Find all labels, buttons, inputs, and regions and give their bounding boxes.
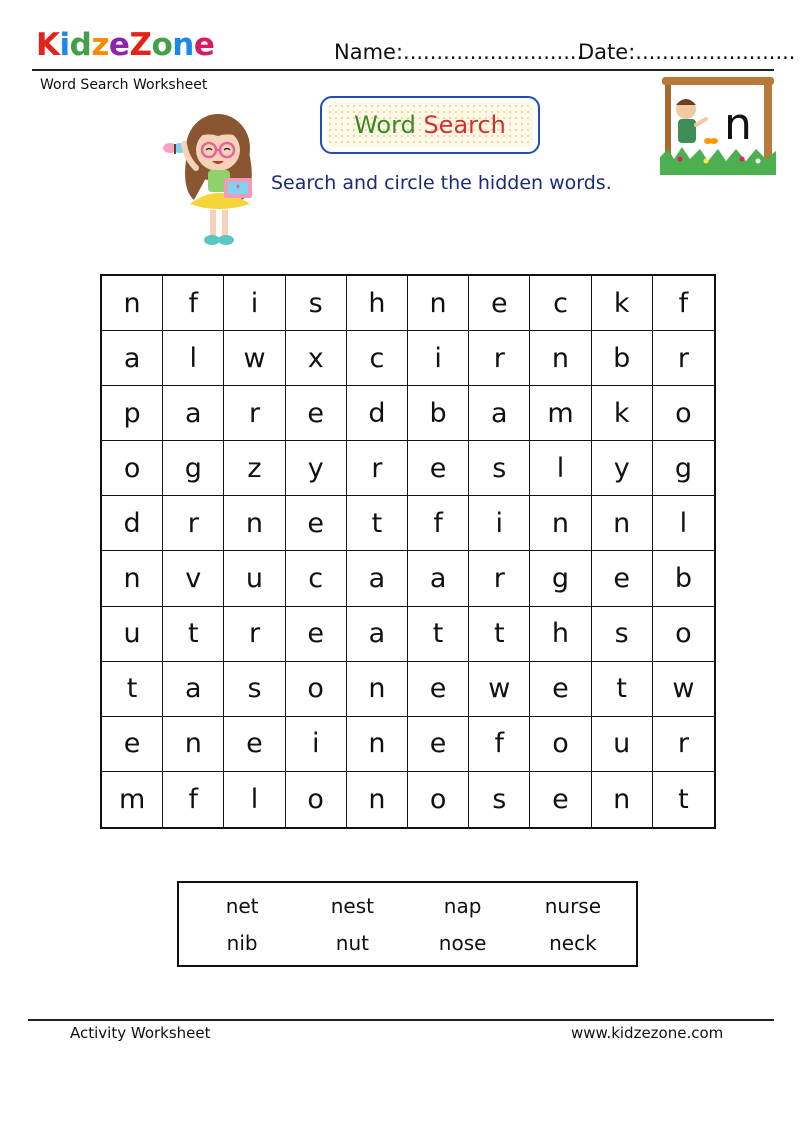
- header-divider: [32, 69, 774, 71]
- title-word-2: Search: [423, 111, 506, 139]
- footer-website[interactable]: www.kidzezone.com: [571, 1024, 724, 1042]
- grid-cell[interactable]: a: [163, 662, 224, 717]
- word-list-item: nap: [443, 893, 482, 918]
- footer-activity-label: Activity Worksheet: [70, 1024, 211, 1042]
- logo-letter: e: [193, 27, 215, 63]
- logo-letter: e: [108, 27, 130, 63]
- grid-cell[interactable]: h: [530, 607, 591, 662]
- grid-cell[interactable]: s: [469, 772, 530, 827]
- grid-cell[interactable]: z: [224, 441, 285, 496]
- word-search-title-box: [320, 96, 540, 154]
- grid-cell[interactable]: e: [224, 717, 285, 772]
- grid-cell[interactable]: f: [469, 717, 530, 772]
- logo-letter: Z: [129, 27, 152, 63]
- grid-cell[interactable]: n: [530, 496, 591, 551]
- grid-cell[interactable]: r: [653, 717, 714, 772]
- word-list-item: nest: [330, 893, 374, 918]
- grid-cell[interactable]: c: [530, 276, 591, 331]
- grid-cell[interactable]: a: [408, 551, 469, 606]
- word-list-item: nib: [226, 930, 258, 955]
- grid-cell[interactable]: n: [530, 331, 591, 386]
- grid-cell[interactable]: k: [592, 276, 653, 331]
- grid-cell[interactable]: g: [163, 441, 224, 496]
- grid-cell[interactable]: t: [678, 783, 689, 815]
- grid-cell[interactable]: w: [469, 662, 530, 717]
- grid-cell[interactable]: b: [408, 386, 469, 441]
- grid-cell[interactable]: i: [286, 717, 347, 772]
- name-field: Name:...........................: [334, 40, 584, 64]
- grid-cell[interactable]: e: [530, 662, 591, 717]
- grid-cell[interactable]: e: [530, 772, 591, 827]
- grid-cell[interactable]: d: [347, 386, 408, 441]
- grid-cell[interactable]: t: [592, 662, 653, 717]
- grid-cell[interactable]: e: [102, 717, 163, 772]
- grid-cell[interactable]: y: [286, 441, 347, 496]
- grid-cell[interactable]: n: [408, 276, 469, 331]
- grid-cell[interactable]: e: [592, 551, 653, 606]
- grid-cell[interactable]: u: [102, 607, 163, 662]
- grid-cell[interactable]: n: [347, 772, 408, 827]
- grid-cell[interactable]: e: [408, 717, 469, 772]
- grid-cell[interactable]: r: [163, 496, 224, 551]
- grid-cell[interactable]: p: [102, 386, 163, 441]
- grid-cell[interactable]: b: [653, 551, 714, 606]
- grid-cell[interactable]: i: [469, 496, 530, 551]
- grid-cell[interactable]: n: [347, 717, 408, 772]
- grid-cell[interactable]: f: [163, 772, 224, 827]
- word-list-item: nose: [438, 930, 487, 955]
- word-list-item: nut: [335, 930, 369, 955]
- logo-letter: z: [91, 27, 109, 63]
- grid-cell[interactable]: g: [653, 441, 714, 496]
- grid-cell[interactable]: o: [653, 386, 714, 441]
- grid-cell[interactable]: r: [653, 331, 714, 386]
- grid-cell[interactable]: x: [286, 331, 347, 386]
- grid-cell[interactable]: i: [408, 331, 469, 386]
- date-field: Date:........................: [578, 40, 796, 64]
- word-list-box: [177, 881, 638, 967]
- grid-cell[interactable]: l: [653, 496, 714, 551]
- grid-cell[interactable]: a: [163, 386, 224, 441]
- grid-cell[interactable]: s: [592, 607, 653, 662]
- grid-cell[interactable]: c: [347, 331, 408, 386]
- grid-cell[interactable]: f: [408, 496, 469, 551]
- grid-cell[interactable]: n: [163, 717, 224, 772]
- title-box-inner: [327, 103, 533, 147]
- grid-cell[interactable]: w: [653, 662, 714, 717]
- grid-cell[interactable]: i: [224, 276, 285, 331]
- word-list-item: net: [225, 893, 259, 918]
- grid-cell[interactable]: n: [102, 551, 163, 606]
- grid-cell[interactable]: s: [286, 276, 347, 331]
- grid-cell[interactable]: t: [408, 607, 469, 662]
- grid-cell[interactable]: n: [224, 496, 285, 551]
- grid-cell[interactable]: n: [102, 276, 163, 331]
- grid-cell[interactable]: k: [592, 386, 653, 441]
- logo-letter: o: [151, 27, 173, 63]
- grid-cell[interactable]: m: [102, 772, 163, 827]
- grid-cell[interactable]: r: [224, 607, 285, 662]
- grid-cell[interactable]: l: [224, 772, 285, 827]
- grid-cell[interactable]: a: [102, 331, 163, 386]
- grid-cell[interactable]: h: [347, 276, 408, 331]
- grid-cell[interactable]: a: [347, 551, 408, 606]
- logo-letter: K: [36, 27, 60, 63]
- grid-cell[interactable]: o: [408, 772, 469, 827]
- grid-cell[interactable]: e: [469, 276, 530, 331]
- grid-cell[interactable]: o: [653, 607, 714, 662]
- grid-cell[interactable]: c: [286, 551, 347, 606]
- grid-cell[interactable]: n: [592, 496, 653, 551]
- title-word-1: Word: [354, 111, 416, 139]
- grid-cell[interactable]: n: [347, 662, 408, 717]
- grid-cell[interactable]: r: [469, 551, 530, 606]
- grid-cell[interactable]: e: [286, 607, 347, 662]
- word-list-item: neck: [549, 930, 597, 955]
- letter-n-badge: [660, 75, 776, 175]
- grid-cell[interactable]: e: [286, 496, 347, 551]
- grid-cell[interactable]: u: [224, 551, 285, 606]
- grid-cell[interactable]: t: [347, 496, 408, 551]
- grid-cell[interactable]: f: [653, 276, 714, 331]
- word-list-item: nurse: [544, 893, 602, 918]
- grid-cell[interactable]: g: [530, 551, 591, 606]
- word-search-grid: [100, 274, 716, 829]
- grid-cell[interactable]: o: [286, 772, 347, 827]
- grid-cell[interactable]: l: [163, 331, 224, 386]
- grid-cell[interactable]: a: [347, 607, 408, 662]
- grid-cell[interactable]: f: [163, 276, 224, 331]
- badge-letter: n: [724, 99, 752, 150]
- kidzezone-logo: [36, 27, 215, 63]
- grid-cell[interactable]: t: [163, 607, 224, 662]
- grid-cell[interactable]: w: [224, 331, 285, 386]
- grid-cell[interactable]: r: [224, 386, 285, 441]
- logo-letter: n: [172, 27, 194, 63]
- logo-letter: d: [69, 27, 92, 63]
- grid-cell[interactable]: o: [102, 441, 163, 496]
- grid-cell[interactable]: a: [469, 386, 530, 441]
- girl-with-laptop-illustration: [160, 108, 270, 250]
- grid-cell[interactable]: o: [286, 662, 347, 717]
- instructions-text: Search and circle the hidden words.: [271, 172, 612, 194]
- grid-cell[interactable]: e: [408, 662, 469, 717]
- grid-cell[interactable]: m: [530, 386, 591, 441]
- grid-cell[interactable]: d: [102, 496, 163, 551]
- grid-cell[interactable]: o: [530, 717, 591, 772]
- grid-cell[interactable]: e: [408, 441, 469, 496]
- grid-cell[interactable]: l: [530, 441, 591, 496]
- footer-divider: [28, 1019, 774, 1021]
- grid-cell[interactable]: t: [469, 607, 530, 662]
- grid-cell[interactable]: v: [163, 551, 224, 606]
- grid-cell[interactable]: t: [102, 662, 163, 717]
- grid-cell[interactable]: s: [224, 662, 285, 717]
- grid-cell[interactable]: u: [592, 717, 653, 772]
- logo-letter: i: [59, 27, 70, 63]
- grid-cell[interactable]: y: [592, 441, 653, 496]
- worksheet-subtitle: Word Search Worksheet: [40, 77, 208, 93]
- grid-cell[interactable]: b: [592, 331, 653, 386]
- grid-cell[interactable]: r: [347, 441, 408, 496]
- grid-cell[interactable]: r: [469, 331, 530, 386]
- grid-cell[interactable]: s: [469, 441, 530, 496]
- grid-cell[interactable]: e: [286, 386, 347, 441]
- grid-cell[interactable]: n: [592, 772, 653, 827]
